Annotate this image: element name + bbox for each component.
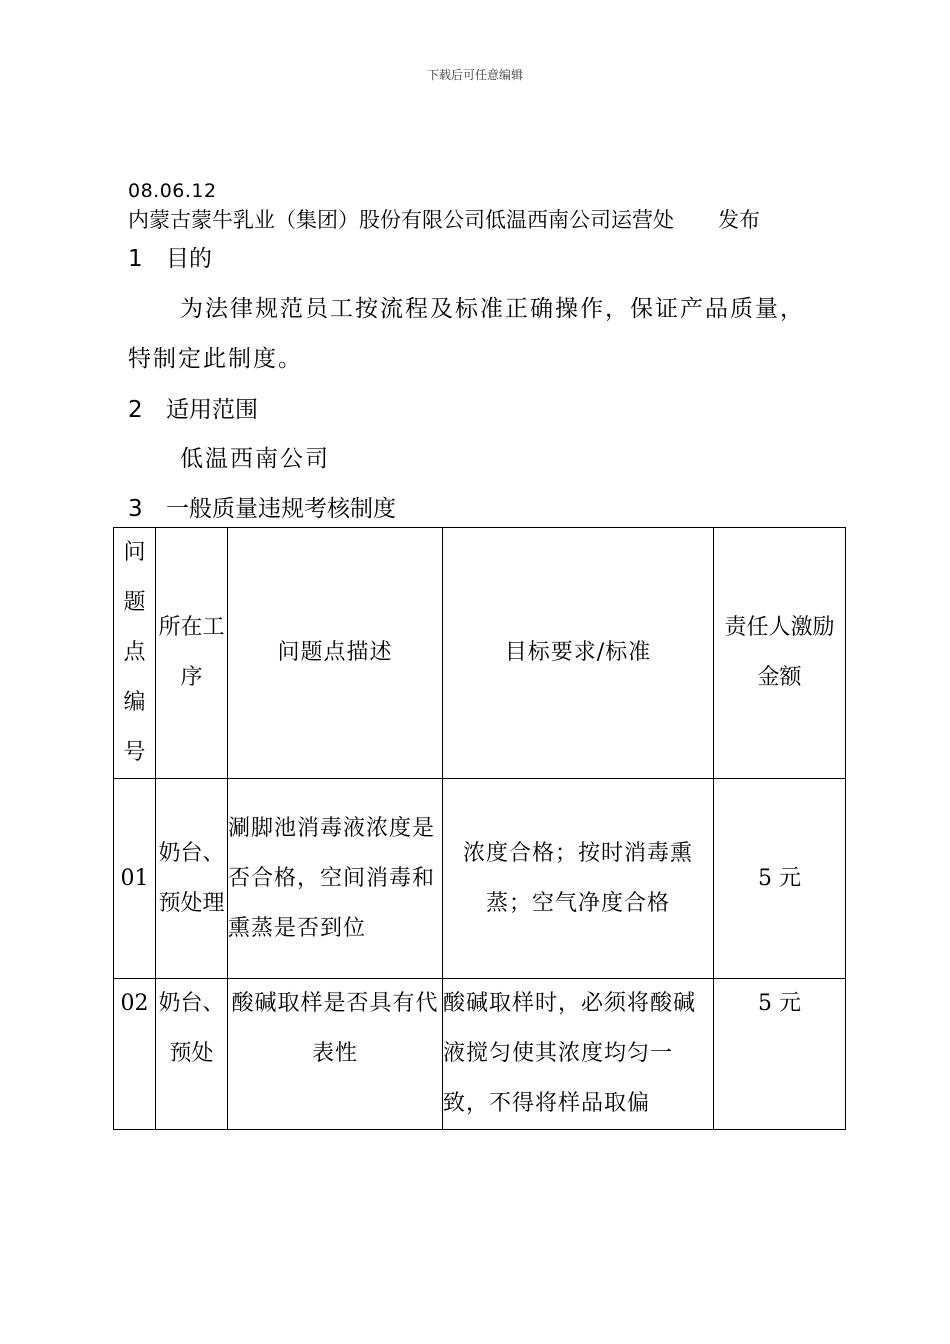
header-process: 所在工序 — [156, 528, 228, 779]
row-standard: 浓度合格；按时消毒熏蒸；空气净度合格 — [443, 779, 714, 979]
row-reward: 5 元 — [714, 779, 846, 979]
row-process: 奶台、预处 — [156, 979, 228, 1130]
publish-date: 08.06.12 — [128, 180, 217, 202]
row-standard: 酸碱取样时，必须将酸碱液搅匀使其浓度均匀一致，不得将样品取偏 — [443, 979, 714, 1130]
row-description: 涮脚池消毒液浓度是否合格，空间消毒和熏蒸是否到位 — [228, 779, 443, 979]
section-heading-purpose — [128, 240, 212, 273]
table-row — [114, 979, 846, 1130]
section-heading-assessment — [128, 490, 396, 523]
section-title: 适用范围 — [166, 397, 258, 423]
section-number: 3 — [128, 496, 143, 522]
quality-violation-table — [113, 527, 846, 1130]
publish-label: 发布 — [718, 208, 760, 232]
scope-text: 低温西南公司 — [180, 446, 330, 472]
section-title: 一般质量违规考核制度 — [166, 496, 396, 522]
row-process: 奶台、预处理 — [156, 779, 228, 979]
row-description: 酸碱取样是否具有代表性 — [228, 979, 443, 1130]
row-id: 01 — [114, 779, 156, 979]
header-standard: 目标要求/标准 — [443, 528, 714, 779]
header-id: 问题点编号 — [114, 528, 156, 779]
purpose-text-line-1: 为法律规范员工按流程及标准正确操作，保证产品质量， — [180, 296, 805, 322]
publisher-line — [128, 204, 760, 234]
publisher-org: 内蒙古蒙牛乳业（集团）股份有限公司低温西南公司运营处 — [128, 208, 674, 232]
table-row — [114, 779, 846, 979]
document-header-note: 下载后可任意编辑 — [426, 68, 523, 82]
header-reward: 责任人激励金额 — [714, 528, 846, 779]
header-description: 问题点描述 — [228, 528, 443, 779]
section-heading-scope — [128, 391, 258, 424]
purpose-text-line-2: 特制定此制度。 — [128, 346, 303, 372]
row-reward: 5 元 — [714, 979, 846, 1130]
row-id: 02 — [114, 979, 156, 1130]
table-header-row — [114, 528, 846, 779]
section-title: 目的 — [166, 246, 212, 272]
section-number: 1 — [128, 246, 143, 272]
section-number: 2 — [128, 397, 143, 423]
